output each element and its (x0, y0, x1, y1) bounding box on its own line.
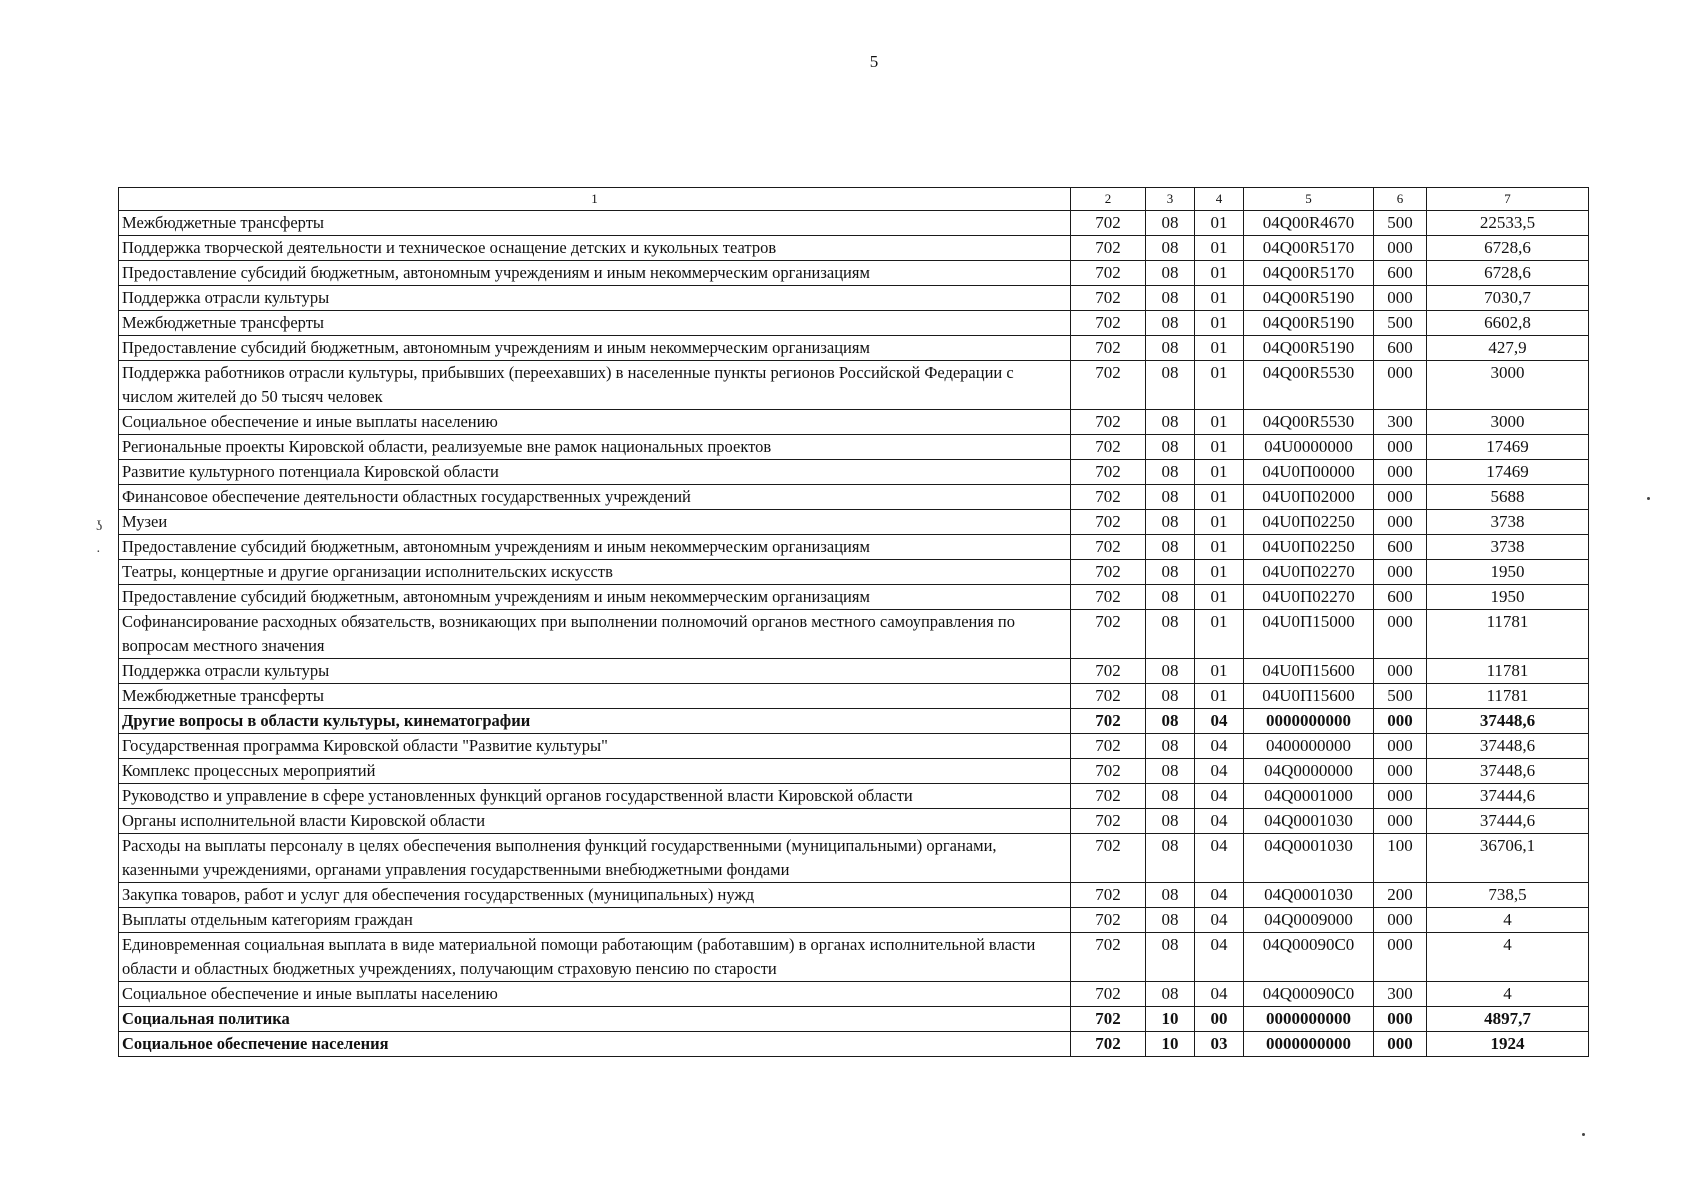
row-subsection-cell: 01 (1195, 311, 1244, 336)
row-section-cell: 08 (1146, 834, 1195, 883)
row-name-cell: Поддержка творческой деятельности и техническое оснащение детских и кукольных театров (119, 236, 1071, 261)
column-header: 5 (1244, 188, 1374, 211)
row-section-cell: 08 (1146, 336, 1195, 361)
margin-mark: ʖ (96, 519, 103, 534)
row-section-cell: 08 (1146, 460, 1195, 485)
row-amount-cell: 5688 (1427, 485, 1589, 510)
row-amount-cell: 1950 (1427, 585, 1589, 610)
table-row (119, 336, 1589, 361)
row-name-cell: Закупка товаров, работ и услуг для обеспечения государственных (муниципальных) нужд (119, 883, 1071, 908)
row-code-cell: 702 (1071, 834, 1146, 883)
scan-speck (1647, 497, 1650, 500)
row-code-cell: 702 (1071, 734, 1146, 759)
column-header: 6 (1374, 188, 1427, 211)
margin-mark: · (96, 545, 101, 560)
row-code-cell: 702 (1071, 311, 1146, 336)
row-code-cell: 702 (1071, 460, 1146, 485)
row-subsection-cell: 04 (1195, 933, 1244, 982)
row-code-cell: 702 (1071, 510, 1146, 535)
row-target-article-cell: 04U0П02250 (1244, 510, 1374, 535)
column-header: 2 (1071, 188, 1146, 211)
row-subsection-cell: 01 (1195, 684, 1244, 709)
row-expense-type-cell: 000 (1374, 809, 1427, 834)
row-section-cell: 08 (1146, 883, 1195, 908)
row-name-cell: Государственная программа Кировской области "Развитие культуры" (119, 734, 1071, 759)
row-subsection-cell: 01 (1195, 535, 1244, 560)
column-header: 7 (1427, 188, 1589, 211)
row-target-article-cell: 04Q0001000 (1244, 784, 1374, 809)
row-name-cell: Социальное обеспечение населения (119, 1032, 1071, 1057)
row-code-cell: 702 (1071, 560, 1146, 585)
row-code-cell: 702 (1071, 759, 1146, 784)
row-expense-type-cell: 000 (1374, 286, 1427, 311)
row-subsection-cell: 04 (1195, 759, 1244, 784)
row-code-cell: 702 (1071, 784, 1146, 809)
row-section-cell: 08 (1146, 734, 1195, 759)
table-row (119, 435, 1589, 460)
row-code-cell: 702 (1071, 410, 1146, 435)
row-amount-cell: 6602,8 (1427, 311, 1589, 336)
row-expense-type-cell: 300 (1374, 410, 1427, 435)
table-row (119, 510, 1589, 535)
row-expense-type-cell: 000 (1374, 560, 1427, 585)
row-name-cell: Предоставление субсидий бюджетным, автономным учреждениям и иным некоммерческим организациям (119, 535, 1071, 560)
row-subsection-cell: 01 (1195, 361, 1244, 410)
row-name-cell: Комплекс процессных мероприятий (119, 759, 1071, 784)
row-amount-cell: 37444,6 (1427, 784, 1589, 809)
row-target-article-cell: 04Q00090C0 (1244, 933, 1374, 982)
row-code-cell: 702 (1071, 709, 1146, 734)
row-amount-cell: 37448,6 (1427, 759, 1589, 784)
row-target-article-cell: 04Q0001030 (1244, 883, 1374, 908)
row-section-cell: 08 (1146, 809, 1195, 834)
row-subsection-cell: 01 (1195, 460, 1244, 485)
row-subsection-cell: 04 (1195, 734, 1244, 759)
row-subsection-cell: 01 (1195, 261, 1244, 286)
row-code-cell: 702 (1071, 236, 1146, 261)
row-target-article-cell: 04Q00R5190 (1244, 311, 1374, 336)
row-amount-cell: 3738 (1427, 510, 1589, 535)
row-target-article-cell: 04U0П15600 (1244, 684, 1374, 709)
row-amount-cell: 7030,7 (1427, 286, 1589, 311)
row-subsection-cell: 04 (1195, 809, 1244, 834)
row-expense-type-cell: 000 (1374, 610, 1427, 659)
row-code-cell: 702 (1071, 535, 1146, 560)
row-amount-cell: 4897,7 (1427, 1007, 1589, 1032)
row-code-cell: 702 (1071, 261, 1146, 286)
row-target-article-cell: 04Q00R5190 (1244, 336, 1374, 361)
row-name-cell: Поддержка работников отрасли культуры, прибывших (переехавших) в населенные пункты регионов Российской Федерации с числом жителей до 50 тысяч человек (119, 361, 1071, 410)
scan-speck (1582, 1133, 1585, 1136)
row-expense-type-cell: 600 (1374, 535, 1427, 560)
column-header: 3 (1146, 188, 1195, 211)
row-target-article-cell: 0400000000 (1244, 734, 1374, 759)
row-section-cell: 08 (1146, 535, 1195, 560)
row-expense-type-cell: 000 (1374, 784, 1427, 809)
table-row (119, 982, 1589, 1007)
row-target-article-cell: 04U0П02270 (1244, 560, 1374, 585)
table-row (119, 883, 1589, 908)
row-target-article-cell: 0000000000 (1244, 709, 1374, 734)
table-row (119, 759, 1589, 784)
row-amount-cell: 6728,6 (1427, 261, 1589, 286)
row-name-cell: Органы исполнительной власти Кировской области (119, 809, 1071, 834)
row-expense-type-cell: 000 (1374, 460, 1427, 485)
row-expense-type-cell: 000 (1374, 734, 1427, 759)
row-amount-cell: 4 (1427, 933, 1589, 982)
table-row (119, 834, 1589, 883)
row-code-cell: 702 (1071, 286, 1146, 311)
row-code-cell: 702 (1071, 684, 1146, 709)
row-expense-type-cell: 600 (1374, 261, 1427, 286)
row-subsection-cell: 04 (1195, 982, 1244, 1007)
row-amount-cell: 11781 (1427, 659, 1589, 684)
row-section-cell: 08 (1146, 709, 1195, 734)
row-subsection-cell: 01 (1195, 286, 1244, 311)
row-expense-type-cell: 000 (1374, 709, 1427, 734)
table-row (119, 784, 1589, 809)
table-row (119, 560, 1589, 585)
row-name-cell: Руководство и управление в сфере установленных функций органов государственной власти Кировской области (119, 784, 1071, 809)
row-name-cell: Софинансирование расходных обязательств, возникающих при выполнении полномочий органов местного самоуправления по вопросам местного значения (119, 610, 1071, 659)
row-expense-type-cell: 100 (1374, 834, 1427, 883)
table-row (119, 1007, 1589, 1032)
row-amount-cell: 738,5 (1427, 883, 1589, 908)
row-subsection-cell: 00 (1195, 1007, 1244, 1032)
row-name-cell: Предоставление субсидий бюджетным, автономным учреждениям и иным некоммерческим организациям (119, 336, 1071, 361)
table-row (119, 460, 1589, 485)
table-row (119, 535, 1589, 560)
page-number: 5 (869, 52, 879, 71)
row-code-cell: 702 (1071, 883, 1146, 908)
row-expense-type-cell: 000 (1374, 485, 1427, 510)
row-section-cell: 08 (1146, 784, 1195, 809)
row-name-cell: Предоставление субсидий бюджетным, автономным учреждениям и иным некоммерческим организациям (119, 585, 1071, 610)
row-subsection-cell: 04 (1195, 709, 1244, 734)
row-target-article-cell: 04Q00090C0 (1244, 982, 1374, 1007)
row-amount-cell: 4 (1427, 982, 1589, 1007)
row-name-cell: Единовременная социальная выплата в виде материальной помощи работающим (работавшим) в органах исполнительной власти области и областных бюджетных учреждениях, получающим страховую пенсию по старости (119, 933, 1071, 982)
row-subsection-cell: 03 (1195, 1032, 1244, 1057)
row-target-article-cell: 04Q00R5190 (1244, 286, 1374, 311)
table-row (119, 361, 1589, 410)
table-row (119, 659, 1589, 684)
row-expense-type-cell: 200 (1374, 883, 1427, 908)
row-subsection-cell: 04 (1195, 883, 1244, 908)
row-name-cell: Театры, концертные и другие организации исполнительских искусств (119, 560, 1071, 585)
budget-table (118, 187, 1589, 1057)
row-expense-type-cell: 000 (1374, 510, 1427, 535)
row-amount-cell: 17469 (1427, 460, 1589, 485)
table-row (119, 585, 1589, 610)
table-row (119, 236, 1589, 261)
row-name-cell: Другие вопросы в области культуры, кинематографии (119, 709, 1071, 734)
row-section-cell: 08 (1146, 286, 1195, 311)
row-subsection-cell: 01 (1195, 585, 1244, 610)
row-target-article-cell: 04U0П02270 (1244, 585, 1374, 610)
row-target-article-cell: 04U0П15600 (1244, 659, 1374, 684)
row-section-cell: 08 (1146, 361, 1195, 410)
row-subsection-cell: 04 (1195, 784, 1244, 809)
table-row (119, 709, 1589, 734)
table-body (119, 211, 1589, 1057)
row-code-cell: 702 (1071, 982, 1146, 1007)
row-target-article-cell: 04U0П02000 (1244, 485, 1374, 510)
row-code-cell: 702 (1071, 610, 1146, 659)
row-amount-cell: 1950 (1427, 560, 1589, 585)
row-section-cell: 08 (1146, 261, 1195, 286)
column-header: 4 (1195, 188, 1244, 211)
row-expense-type-cell: 000 (1374, 361, 1427, 410)
row-section-cell: 08 (1146, 933, 1195, 982)
row-expense-type-cell: 000 (1374, 659, 1427, 684)
row-amount-cell: 1924 (1427, 1032, 1589, 1057)
row-name-cell: Выплаты отдельным категориям граждан (119, 908, 1071, 933)
row-name-cell: Развитие культурного потенциала Кировской области (119, 460, 1071, 485)
row-code-cell: 702 (1071, 933, 1146, 982)
row-name-cell: Межбюджетные трансферты (119, 211, 1071, 236)
row-target-article-cell: 04Q00R4670 (1244, 211, 1374, 236)
row-amount-cell: 3000 (1427, 410, 1589, 435)
row-code-cell: 702 (1071, 336, 1146, 361)
row-target-article-cell: 04U0000000 (1244, 435, 1374, 460)
row-section-cell: 08 (1146, 908, 1195, 933)
row-subsection-cell: 01 (1195, 610, 1244, 659)
table-row (119, 734, 1589, 759)
row-section-cell: 08 (1146, 311, 1195, 336)
table-row (119, 286, 1589, 311)
row-subsection-cell: 01 (1195, 410, 1244, 435)
table-row (119, 809, 1589, 834)
row-section-cell: 08 (1146, 659, 1195, 684)
row-subsection-cell: 01 (1195, 211, 1244, 236)
row-subsection-cell: 01 (1195, 659, 1244, 684)
row-amount-cell: 36706,1 (1427, 834, 1589, 883)
row-section-cell: 08 (1146, 610, 1195, 659)
row-section-cell: 08 (1146, 560, 1195, 585)
table-row (119, 684, 1589, 709)
row-amount-cell: 3000 (1427, 361, 1589, 410)
row-name-cell: Расходы на выплаты персоналу в целях обеспечения выполнения функций государственными (муниципальными) органами, казенными учреждениями, органами управления государственными внебюджетными фондами (119, 834, 1071, 883)
row-target-article-cell: 04Q0001030 (1244, 834, 1374, 883)
row-section-cell: 08 (1146, 435, 1195, 460)
row-section-cell: 08 (1146, 759, 1195, 784)
row-amount-cell: 11781 (1427, 684, 1589, 709)
row-name-cell: Социальное обеспечение и иные выплаты населению (119, 410, 1071, 435)
row-code-cell: 702 (1071, 361, 1146, 410)
row-name-cell: Музеи (119, 510, 1071, 535)
row-section-cell: 08 (1146, 211, 1195, 236)
row-expense-type-cell: 000 (1374, 435, 1427, 460)
row-name-cell: Межбюджетные трансферты (119, 311, 1071, 336)
row-amount-cell: 37448,6 (1427, 734, 1589, 759)
row-target-article-cell: 0000000000 (1244, 1032, 1374, 1057)
table-header-row (119, 188, 1589, 211)
row-code-cell: 702 (1071, 585, 1146, 610)
row-section-cell: 08 (1146, 684, 1195, 709)
row-subsection-cell: 01 (1195, 510, 1244, 535)
row-code-cell: 702 (1071, 659, 1146, 684)
row-section-cell: 08 (1146, 410, 1195, 435)
row-name-cell: Социальная политика (119, 1007, 1071, 1032)
row-target-article-cell: 04U0П02250 (1244, 535, 1374, 560)
row-amount-cell: 6728,6 (1427, 236, 1589, 261)
row-code-cell: 702 (1071, 908, 1146, 933)
row-subsection-cell: 01 (1195, 435, 1244, 460)
row-expense-type-cell: 000 (1374, 1007, 1427, 1032)
row-name-cell: Финансовое обеспечение деятельности областных государственных учреждений (119, 485, 1071, 510)
row-subsection-cell: 01 (1195, 336, 1244, 361)
row-amount-cell: 11781 (1427, 610, 1589, 659)
row-code-cell: 702 (1071, 485, 1146, 510)
row-expense-type-cell: 000 (1374, 236, 1427, 261)
row-section-cell: 08 (1146, 485, 1195, 510)
row-section-cell: 08 (1146, 236, 1195, 261)
row-amount-cell: 37448,6 (1427, 709, 1589, 734)
table-row (119, 261, 1589, 286)
row-expense-type-cell: 000 (1374, 933, 1427, 982)
row-target-article-cell: 04U0П00000 (1244, 460, 1374, 485)
row-target-article-cell: 04Q0001030 (1244, 809, 1374, 834)
row-amount-cell: 22533,5 (1427, 211, 1589, 236)
row-section-cell: 10 (1146, 1007, 1195, 1032)
row-amount-cell: 427,9 (1427, 336, 1589, 361)
row-expense-type-cell: 000 (1374, 1032, 1427, 1057)
row-target-article-cell: 04U0П15000 (1244, 610, 1374, 659)
table-row (119, 933, 1589, 982)
row-target-article-cell: 04Q00R5170 (1244, 261, 1374, 286)
row-target-article-cell: 04Q00R5170 (1244, 236, 1374, 261)
row-amount-cell: 4 (1427, 908, 1589, 933)
row-subsection-cell: 01 (1195, 236, 1244, 261)
row-target-article-cell: 0000000000 (1244, 1007, 1374, 1032)
row-name-cell: Предоставление субсидий бюджетным, автономным учреждениям и иным некоммерческим организациям (119, 261, 1071, 286)
row-name-cell: Поддержка отрасли культуры (119, 286, 1071, 311)
row-amount-cell: 3738 (1427, 535, 1589, 560)
row-target-article-cell: 04Q00R5530 (1244, 361, 1374, 410)
row-amount-cell: 37444,6 (1427, 809, 1589, 834)
row-section-cell: 10 (1146, 1032, 1195, 1057)
row-code-cell: 702 (1071, 1007, 1146, 1032)
row-amount-cell: 17469 (1427, 435, 1589, 460)
table-row (119, 610, 1589, 659)
table-row (119, 311, 1589, 336)
row-expense-type-cell: 500 (1374, 311, 1427, 336)
row-subsection-cell: 01 (1195, 485, 1244, 510)
row-code-cell: 702 (1071, 435, 1146, 460)
row-target-article-cell: 04Q00R5530 (1244, 410, 1374, 435)
row-name-cell: Поддержка отрасли культуры (119, 659, 1071, 684)
table-row (119, 908, 1589, 933)
row-expense-type-cell: 600 (1374, 336, 1427, 361)
table-row (119, 1032, 1589, 1057)
row-code-cell: 702 (1071, 809, 1146, 834)
column-header: 1 (119, 188, 1071, 211)
row-name-cell: Региональные проекты Кировской области, реализуемые вне рамок национальных проектов (119, 435, 1071, 460)
row-expense-type-cell: 000 (1374, 908, 1427, 933)
row-name-cell: Межбюджетные трансферты (119, 684, 1071, 709)
row-name-cell: Социальное обеспечение и иные выплаты населению (119, 982, 1071, 1007)
table-row (119, 211, 1589, 236)
row-target-article-cell: 04Q0000000 (1244, 759, 1374, 784)
row-subsection-cell: 04 (1195, 834, 1244, 883)
table-row (119, 410, 1589, 435)
row-subsection-cell: 01 (1195, 560, 1244, 585)
row-target-article-cell: 04Q0009000 (1244, 908, 1374, 933)
row-expense-type-cell: 500 (1374, 684, 1427, 709)
row-section-cell: 08 (1146, 510, 1195, 535)
row-expense-type-cell: 500 (1374, 211, 1427, 236)
row-section-cell: 08 (1146, 585, 1195, 610)
row-expense-type-cell: 600 (1374, 585, 1427, 610)
row-section-cell: 08 (1146, 982, 1195, 1007)
row-code-cell: 702 (1071, 211, 1146, 236)
table-row (119, 485, 1589, 510)
row-expense-type-cell: 000 (1374, 759, 1427, 784)
row-expense-type-cell: 300 (1374, 982, 1427, 1007)
row-code-cell: 702 (1071, 1032, 1146, 1057)
row-subsection-cell: 04 (1195, 908, 1244, 933)
